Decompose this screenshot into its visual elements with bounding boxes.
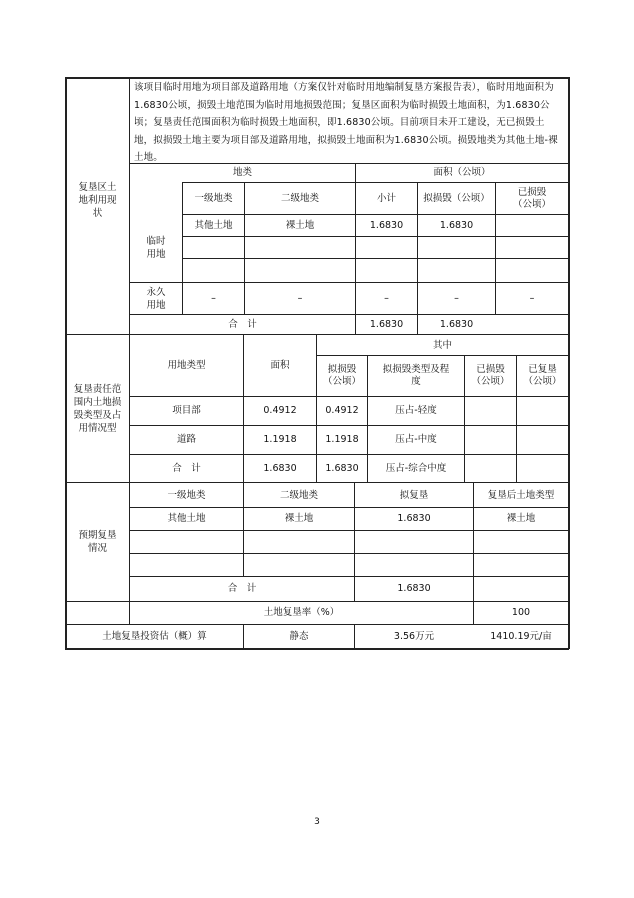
s3-row1-second: 裸土地 [284, 513, 314, 525]
s3-col-planned: 拟复垦 [399, 489, 429, 501]
s2-col-degree: 拟损毁类型及程度 [382, 364, 450, 387]
s3-col-second: 二级地类 [279, 489, 318, 501]
rate-value: 100 [511, 607, 531, 619]
s1-total-subtotal: 1.6830 [369, 318, 404, 330]
s2-row1-degree: 压占-轻度 [395, 405, 437, 417]
s1-perm-damaged: – [529, 292, 535, 304]
s1-temp-row1-subtotal: 1.6830 [369, 219, 404, 231]
investment-label: 土地复垦投资估（概）算 [102, 630, 207, 642]
s2-row2-type: 道路 [176, 434, 196, 446]
s2-row2-degree: 压占-中度 [395, 434, 437, 446]
s1-col-planned: 拟损毁（公顷） [423, 192, 490, 204]
rate-label: 土地复垦率（%） [263, 607, 340, 619]
s1-temp-row1-planned: 1.6830 [439, 219, 474, 231]
s1-temp-row1-second: 裸土地 [285, 219, 315, 231]
s2-row2-area: 1.1918 [263, 434, 297, 446]
page-number: 3 [314, 817, 320, 827]
section1-description: 该项目临时用地为项目部及道路用地（方案仅针对临时用地编制复垦方案报告表），临时用地面积为1.6830公顷，损毁土地范围为临时用地损毁范围；复垦区面积为临时损毁土地面积，为1.6830公顷；复垦责任范围面积为临时损毁土地面积，即1.6830公顷。目前项目未开工建设，无已损毁土地，拟损毁土地主要为项目部及道路用地，拟损毁土地面积为1.6830公顷。损毁地类为其他土地-裸土地。 [134, 82, 558, 163]
s1-perm-second: – [297, 292, 303, 304]
s2-total-area: 1.6830 [263, 462, 297, 474]
s1-col-second: 二级地类 [280, 192, 319, 204]
s2-col-damaged: 已损毁（公顷） [471, 364, 510, 387]
s3-total-planned: 1.6830 [397, 583, 431, 595]
s3-row1-planned: 1.6830 [397, 513, 431, 525]
s3-row1-after: 裸土地 [506, 513, 536, 525]
s2-col-area: 面积 [270, 360, 290, 372]
investment-static-label: 静态 [289, 630, 309, 642]
s1-header-land: 地类 [232, 167, 252, 179]
s1-perm-label: 永久用地 [146, 286, 166, 311]
s2-total-type: 合 计 [172, 462, 201, 474]
s2-col-planned: 拟损毁（公顷） [322, 364, 361, 387]
s1-total-planned: 1.6830 [439, 318, 474, 330]
s1-header-area: 面积（公顷） [433, 167, 491, 179]
investment-amount: 3.56万元 [393, 630, 435, 642]
s2-total-degree: 压占-综合中度 [385, 462, 447, 474]
s1-col-damaged: 已损毁（公顷） [512, 186, 551, 210]
s2-row1-type: 项目部 [172, 405, 201, 417]
section3-label: 预期复垦情况 [78, 530, 117, 554]
s2-row1-planned: 0.4912 [325, 405, 359, 417]
s2-row2-planned: 1.1918 [325, 434, 359, 446]
s1-col-subtotal: 小计 [376, 192, 396, 204]
s3-col-after: 复垦后土地类型 [487, 489, 555, 501]
s2-row1-area: 0.4912 [263, 405, 297, 417]
s1-perm-planned: – [454, 292, 459, 304]
s1-total-label: 合 计 [228, 318, 257, 330]
s2-col-reclaimed: 已复垦（公顷） [523, 364, 562, 387]
s3-col-first: 一级地类 [167, 489, 206, 501]
s1-perm-subtotal: – [384, 292, 389, 304]
s3-row1-first: 其他土地 [167, 513, 206, 525]
s1-temp-label: 临时用地 [146, 236, 166, 260]
s1-temp-row1-first: 其他土地 [194, 219, 233, 231]
s1-col-first: 一级地类 [194, 192, 233, 204]
investment-per-mu: 1410.19元/亩 [490, 630, 552, 642]
s1-perm-first: – [211, 292, 216, 304]
s1-temp-row1-damaged [496, 215, 568, 236]
s2-col-type: 用地类型 [167, 360, 206, 372]
s2-col-among: 其中 [432, 339, 452, 351]
s2-total-planned: 1.6830 [325, 462, 359, 474]
s3-total-label: 合 计 [227, 583, 257, 595]
section1-label: 复垦区土地利用现状 [78, 181, 117, 219]
section2-label: 复垦责任范围内土地损毁类型及占用情况型 [73, 383, 122, 434]
